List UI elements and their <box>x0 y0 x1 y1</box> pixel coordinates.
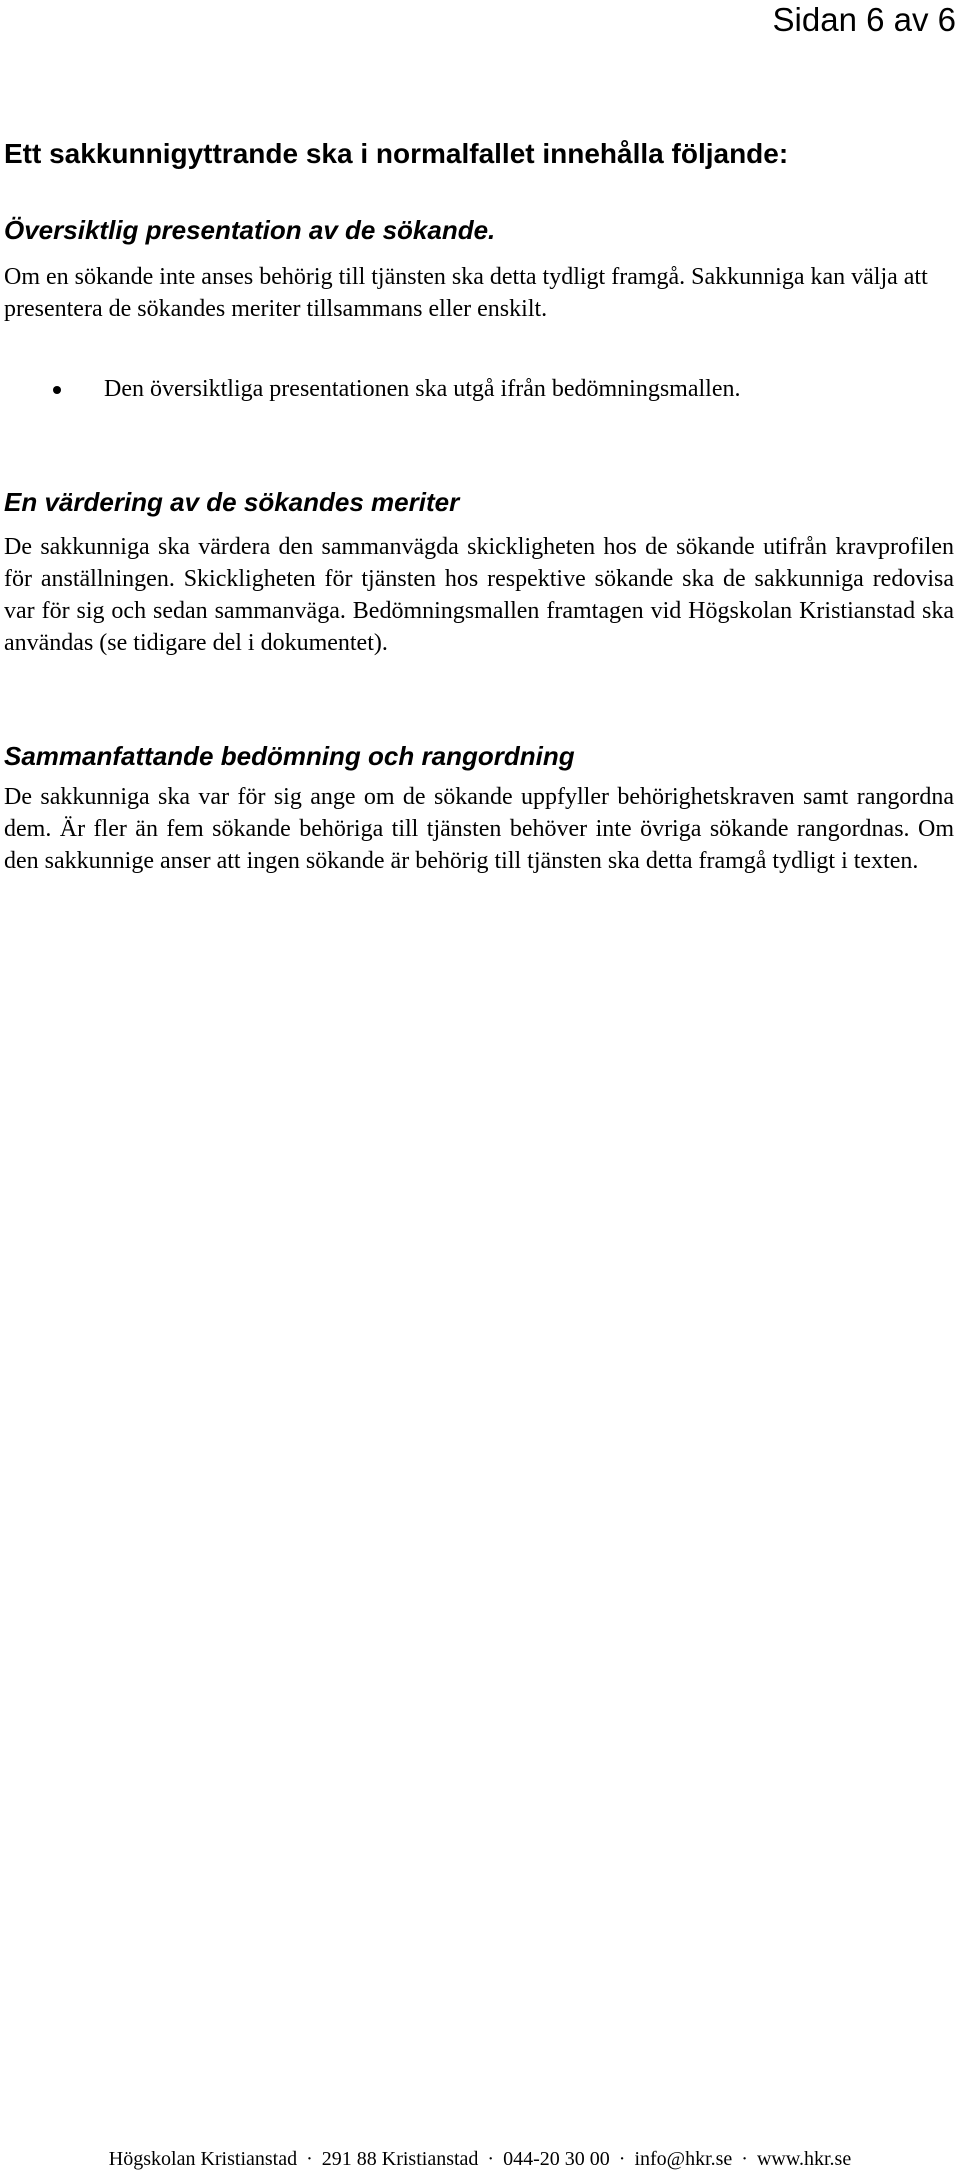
bullet-icon <box>53 386 61 394</box>
section-heading-evaluation: En värdering av de sökandes meriter <box>4 487 460 517</box>
footer-address: 291 88 Kristianstad <box>321 2148 479 2170</box>
section-text-ranking: De sakkunniga ska var för sig ange om de sökande uppfyller behörighetskraven samt rangordna dem. Är fler än fem sökande behöriga till tjänsten behöver inte övriga sökande rangordnas. Om den sakkunnige anser att ingen sökande är behörig till tjänsten ska detta framgå tydligt i texten. <box>4 784 954 874</box>
footer-phone: 044-20 30 00 <box>503 2148 610 2170</box>
section-heading-overview: Översiktlig presentation av de sökande. <box>4 215 496 245</box>
footer-organization: Högskolan Kristianstad <box>108 2148 298 2170</box>
footer-separator: · <box>306 2148 313 2170</box>
page-number: Sidan 6 av 6 <box>772 1 956 38</box>
bullet-text: Den översiktliga presentationen ska utgå ifrån bedömningsmallen. <box>104 376 741 402</box>
footer-website: www.hkr.se <box>756 2148 852 2170</box>
footer-separator: · <box>618 2148 626 2170</box>
section-heading-ranking: Sammanfattande bedömning och rangordning <box>4 741 575 771</box>
section-text-overview: Om en sökande inte anses behörig till tjänsten ska detta tydligt framgå. Sakkunniga kan välja att presentera de sökandes meriter tillsammans eller enskilt. <box>4 264 928 322</box>
section-text-evaluation: De sakkunniga ska värdera den sammanvägda skickligheten hos de sökande utifrån kravprofilen för anställningen. Skickligheten för tjänsten hos respektive sökande ska de sakkunniga redovisa var för sig och sedan sammanväga. Bedömningsmallen framtagen vid Högskolan Kristianstad ska användas (se tidigare del i dokumentet). <box>4 534 954 656</box>
footer-email: info@hkr.se <box>634 2148 733 2170</box>
page-footer <box>0 2147 960 2171</box>
footer-separator: · <box>741 2148 748 2170</box>
main-heading: Ett sakkunnigyttrande ska i normalfallet innehålla följande: <box>4 138 789 169</box>
footer-separator: · <box>487 2148 495 2170</box>
